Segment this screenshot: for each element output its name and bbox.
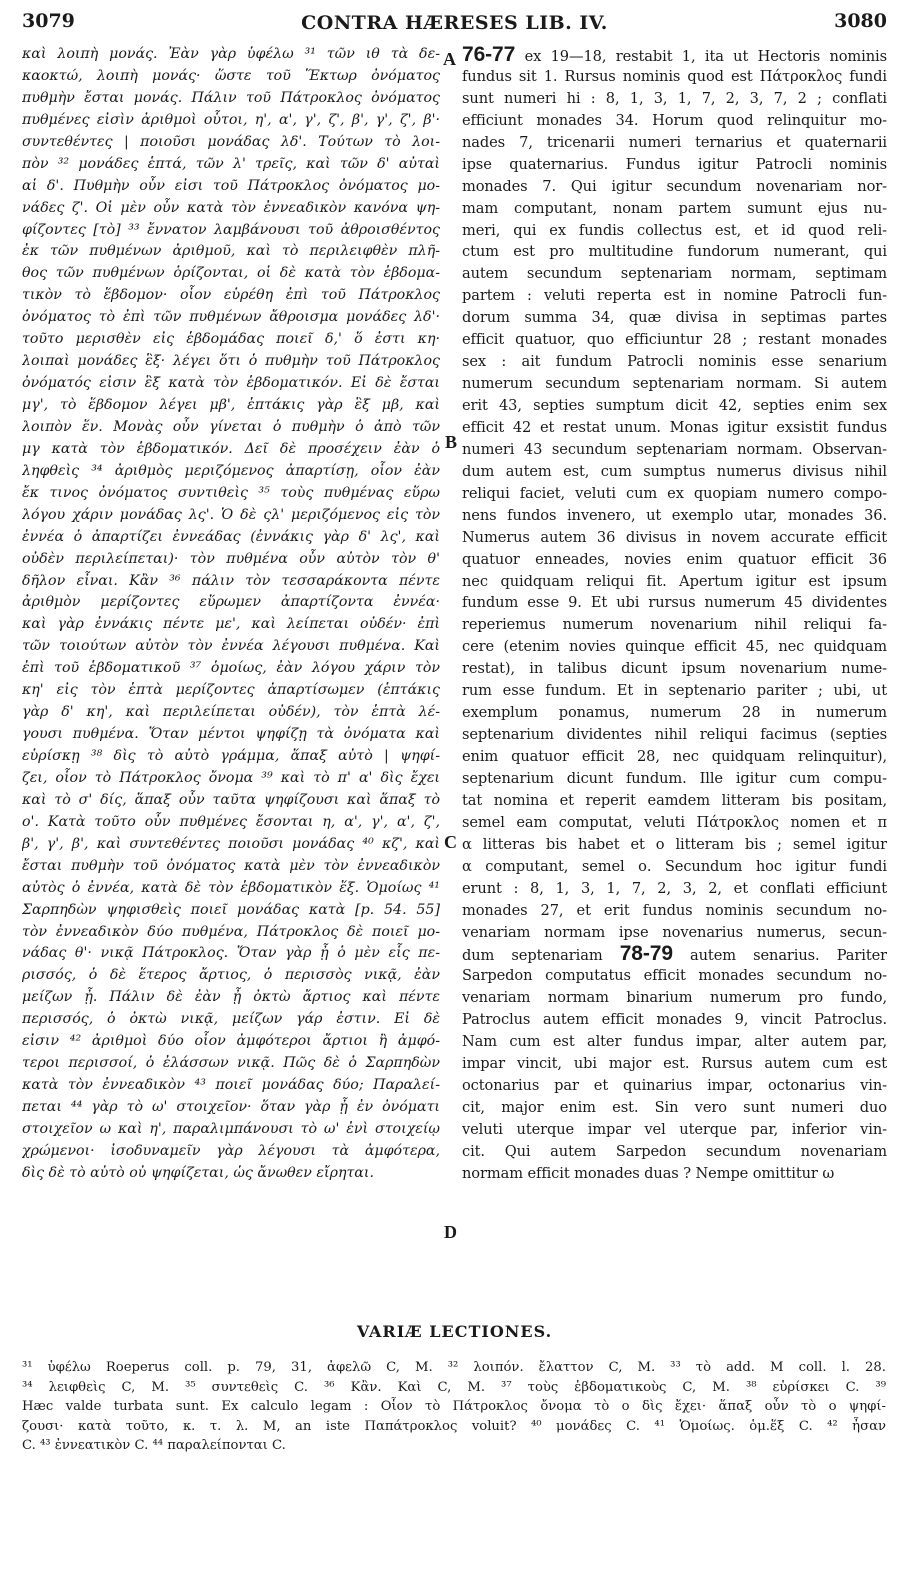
latin-text-column xyxy=(462,44,887,1185)
latin-text-segment: numerum secundum septenariam normam. Si autem xyxy=(462,375,887,393)
latin-text-line xyxy=(462,922,887,944)
latin-text-line xyxy=(462,878,887,900)
greek-text-line: δῆλον εἶναι. Κἂν ³⁶ πάλιν τὸν τεσσαράκοντα πέντε xyxy=(22,572,440,589)
latin-text-segment: reliqui faciet, veluti cum ex quopiam numero compo- xyxy=(462,484,887,502)
latin-text-line xyxy=(462,680,887,702)
latin-text-segment: Patroclus autem efficit monades 9, vincit Patroclus. xyxy=(462,1011,887,1029)
greek-text-line: εὑρίσκῃ ³⁸ δὶς τὸ αὐτὸ γράμμα, ἅπαξ αὐτὸ | ψηφί- xyxy=(22,748,440,764)
latin-text-segment: efficit 42 et restat unum. Monas igitur exsistit fundus xyxy=(462,418,887,436)
latin-text-line xyxy=(462,1097,887,1119)
latin-text-line xyxy=(462,307,887,329)
latin-text-segment: autem secundum septenariam normam, septimam xyxy=(462,265,887,283)
latin-text-line xyxy=(462,373,887,395)
latin-text-line xyxy=(462,263,887,285)
greek-text-line: καὶ γὰρ ἐννάκις πέντε με', καὶ λείπεται οὐδέν· ἐπὶ xyxy=(22,616,440,633)
greek-text-line: εἰσιν ⁴² ἀριθμοὶ δύο οἷον ἀμφότεροι ἄρτιοι ἢ ἀμφό- xyxy=(22,1033,440,1050)
latin-text-segment: enim quatuor efficit 28, nec quidquam relinquitur), xyxy=(462,748,887,765)
greek-text-line: τοῦτο μερισθὲν εἰς ἑβδομάδας ποιεῖ δ,' ὅ ἐστι κη· xyxy=(22,331,440,348)
latin-text-segment: sex : ait fundum Patrocli nominis esse senarium xyxy=(462,353,887,371)
greek-text-line: πὸν ³² μονάδες ἑπτά, τῶν λ' τρεῖς, καὶ τῶν δ' αὐταὶ xyxy=(22,155,440,172)
greek-text-line: γουσι πυθμένα. Ὅταν μέντοι ψηφίζῃ τὰ ὀνόματα καὶ xyxy=(22,726,440,743)
column-marker: 76-77 xyxy=(462,44,516,66)
latin-text-segment: Sarpedon computatus efficit monades secundum no- xyxy=(462,967,887,985)
greek-text-line: ζει, οἷον τὸ Πάτροκλος ὄνομα ³⁹ καὶ τὸ π' α' δὶς ἔχει xyxy=(22,769,440,786)
greek-text-line: λοιπαὶ μονάδες ἓξ· λέγει ὅτι ὁ πυθμὴν τοῦ Πάτροκλος xyxy=(22,353,440,370)
greek-text-line: ἔσται πυθμὴν τοῦ ὀνόματος κατὰ μὲν τὸν ἐννεαδικὸν xyxy=(22,857,440,874)
latin-text-line xyxy=(462,241,887,263)
latin-text-line xyxy=(462,1053,887,1075)
running-header xyxy=(22,10,887,40)
greek-text-line: ὀνόματος τὸ ἐπὶ τῶν πυθμένων ἄθροισμα μονάδες λδ'· xyxy=(22,309,440,326)
latin-text-segment: monades 7. Qui igitur secundum novenariam nor- xyxy=(462,177,887,195)
greek-text-line: στοιχεῖον ω καὶ η', παραλιμπάνουσι τὸ ω' ἐνὶ στοιχείῳ xyxy=(22,1120,440,1137)
latin-text-segment: octonarius par et quinarius impar, octonarius vin- xyxy=(462,1077,887,1095)
latin-text-segment: veluti uterque impar vel uterque par, inferior vin- xyxy=(462,1120,887,1138)
latin-text-line xyxy=(462,176,887,198)
note-line: ζουσι· κατὰ τοῦτο, κ. τ. λ. M, an iste Παπάτροκλος voluit? ⁴⁰ μονάδες C. ⁴¹ Ὁμοίως. ὁμ.ἕξ C. ⁴² ἦσαν xyxy=(22,1418,886,1434)
latin-text-segment: dum septenariam xyxy=(462,947,620,965)
latin-text-line xyxy=(462,527,887,549)
greek-text-line: μγ', τὸ ἕβδομον λέγει μβ', ἑπτάκις γὰρ ἓξ μβ, καὶ xyxy=(22,397,440,413)
latin-text-segment: partem : veluti reperta est in nomine Patrocli fun- xyxy=(462,287,887,305)
note-line: ³⁴ λειφθεὶς C, M. ³⁵ συντεθεὶς C. ³⁶ Κἂν. Καὶ C, M. ³⁷ τοὺς ἑβδοματικοὺς C, M. ³⁸ εὑρίσκει C. ³⁹ xyxy=(22,1379,886,1395)
latin-text-segment: ex 19—18, restabit 1, ita ut Hectoris nominis xyxy=(515,48,887,65)
latin-text-line xyxy=(462,483,887,505)
note-line: C. ⁴³ ἐννεατικὸν C. ⁴⁴ παραλείπονται C. xyxy=(22,1438,286,1453)
latin-text-line xyxy=(462,965,887,987)
latin-text-segment: restat), in talibus dicunt ipsum novenarium nume- xyxy=(462,660,887,678)
latin-text-line xyxy=(462,834,887,856)
greek-text-line: ἐκ τῶν πυθμένων ἀριθμοῦ, καὶ τὸ περιλειφθὲν πλῆ- xyxy=(22,243,440,260)
greek-text-column xyxy=(22,44,440,1185)
latin-text-segment: Nam cum est alter fundus impar, alter autem par, xyxy=(462,1033,887,1051)
latin-text-line xyxy=(462,768,887,790)
latin-text-line xyxy=(462,329,887,351)
greek-text-line: τικὸν τὸ ἕβδομον· οἷον εὑρέθη ἐπὶ τοῦ Πάτροκλος xyxy=(22,287,440,304)
greek-text-line: πεται ⁴⁴ γὰρ τὸ ω' στοιχεῖον· ὅταν γὰρ ᾖ ἐν ὀνόματι xyxy=(22,1099,440,1115)
latin-text-line xyxy=(462,439,887,461)
latin-text-segment: fundum esse 9. Et ubi rursus numerum 45 dividentes xyxy=(462,594,887,612)
greek-text-line: μείζων ᾖ. Πάλιν δὲ ἐὰν ᾖ ὀκτὼ ἄρτιος καὶ πέντε xyxy=(22,989,440,1006)
latin-text-segment: septenarium dicunt fundum. Ille igitur cum compu- xyxy=(462,769,887,787)
variae-lectiones-heading: VARIÆ LECTIONES. xyxy=(356,1322,553,1341)
latin-text-segment: erit 43, septies sumptum dicit 42, septies enim sex xyxy=(462,397,887,414)
latin-text-line xyxy=(462,900,887,922)
latin-text-segment: venariam normam ipse novenarius numerus, secun- xyxy=(462,923,887,941)
latin-text-segment: reperiemus numerum novenarium nihil reliqui fa- xyxy=(462,616,887,634)
latin-text-segment: rum esse fundum. Et in septenario pariter ; ubi, ut xyxy=(462,682,887,700)
greek-text-line: φίζοντες [τὸ] ³³ ἔννατον λαμβάνουσι τοῦ ἀθροισθέντος xyxy=(22,221,440,238)
greek-text-line: οὐδὲν περιλείπεται)· τὸν πυθμένα οὖν αὐτὸν τὸν θ' xyxy=(22,550,440,567)
latin-text-segment: sunt numeri hi : 8, 1, 3, 1, 7, 2, 3, 7, 2 ; conflati xyxy=(462,89,887,107)
greek-text-line: θος τῶν πυθμένων ὁρίζονται, οἱ δὲ κατὰ τὸν ἑβδομα- xyxy=(22,265,440,282)
latin-text-line xyxy=(462,1119,887,1141)
latin-text-line xyxy=(462,351,887,373)
latin-text-line xyxy=(462,154,887,176)
latin-text-line xyxy=(462,724,887,746)
latin-text-line xyxy=(462,746,887,768)
page-title: CONTRA HÆRESES LIB. IV. xyxy=(301,12,608,34)
greek-text-line: ρισσός, ὁ δὲ ἕτερος ἄρτιος, ὁ περισσὸς νικᾷ, ἐὰν xyxy=(22,967,440,984)
latin-text-segment: ctum est pro multitudine fundorum numerant, qui xyxy=(462,243,887,261)
latin-text-segment: nades 7, tricenarii numeri ternarius et quaternarii xyxy=(462,133,887,151)
latin-text-line xyxy=(462,987,887,1009)
greek-text-line: τεροι περισσοί, ὁ ἐλάσσων νικᾷ. Πῶς δὲ ὁ Σαρπηδὼν xyxy=(22,1055,440,1072)
latin-text-segment: Numerus autem 36 divisus in novem accurate efficit xyxy=(462,528,887,546)
latin-text-segment: cit, major enim est. Sin vero sunt numeri duo xyxy=(462,1099,887,1116)
latin-text-line xyxy=(462,856,887,878)
greek-text-line: λόγου χάριν μονάδας λς'. Ὁ δὲ ςλ' μεριζόμενος εἰς τὸν xyxy=(22,506,440,523)
latin-text-line xyxy=(462,1163,887,1185)
latin-text-line xyxy=(462,1141,887,1163)
latin-text-line xyxy=(462,614,887,636)
latin-text-line xyxy=(462,417,887,439)
greek-text-line: καοκτώ, λοιπὴ μονάς· ὥστε τοῦ Ἕκτωρ ὀνόματος xyxy=(22,67,440,84)
latin-text-line xyxy=(462,636,887,658)
latin-text-line xyxy=(462,943,887,965)
latin-text-line xyxy=(462,110,887,132)
latin-text-segment: mam computant, nonam partem sumunt ejus nu- xyxy=(462,199,887,217)
latin-text-segment: venariam normam binarium numerum pro fundo, xyxy=(462,989,887,1007)
latin-text-segment: α computant, semel ο. Secundum hoc igitur fundi xyxy=(462,857,887,875)
latin-text-segment: erunt : 8, 1, 3, 1, 7, 2, 3, 2, et conflati efficiunt xyxy=(462,879,887,897)
latin-text-segment: dum autem est, cum sumptus numerus divisus nihil xyxy=(462,462,887,480)
latin-text-line xyxy=(462,66,887,88)
greek-text-line: αὐτὸς ὁ ἐννέα, κατὰ δὲ τὸν ἑβδοματικὸν ἕξ. Ὁμοίως ⁴¹ xyxy=(22,879,440,896)
latin-text-segment: efficiunt monades 34. Horum quod relinquitur mo- xyxy=(462,111,887,129)
greek-text-line: ἔκ τινος ὀνόματος συντιθεὶς ³⁵ τοὺς πυθμένας εὕρω xyxy=(22,484,440,501)
latin-text-line xyxy=(462,88,887,110)
latin-text-line xyxy=(462,812,887,834)
margin-letter-b: B xyxy=(445,432,458,452)
greek-text-line: αἱ δ'. Πυθμὴν οὖν εἰσι τοῦ Πάτροκλος ὀνόματος μο- xyxy=(22,177,440,194)
variant-readings-notes xyxy=(22,1358,886,1456)
greek-text-line: τῶν τοιούτων αὐτὸν τὸν ἐννέα λέγουσι πυθμένα. Καὶ xyxy=(22,638,440,655)
latin-text-segment: cit. Qui autem Sarpedon secundum novenariam xyxy=(462,1142,887,1160)
latin-text-line xyxy=(462,198,887,220)
greek-text-line: λοιπὸν ἕν. Μονὰς οὖν γίνεται ὁ πυθμὴν ὁ ἀπὸ τῶν xyxy=(22,418,440,435)
latin-text-line xyxy=(462,658,887,680)
greek-text-line: Σαρπηδὼν ψηφισθεὶς ποιεῖ μονάδας κατὰ [p. 54. 55] xyxy=(22,901,440,918)
latin-text-segment: nec quidquam reliqui fit. Apertum igitur est ipsum xyxy=(462,572,887,590)
latin-text-segment: nens fundos invenero, ut exemplo utar, monades 36. xyxy=(462,506,887,524)
latin-text-segment: α litteras bis habet et ο litteram bis ; semel igitur xyxy=(462,835,887,853)
margin-letter-c: C xyxy=(444,832,457,852)
latin-text-segment: septenarium dividentes nihil reliqui facimus (septies xyxy=(462,726,887,744)
greek-text-line: δὶς δὲ τὸ αὐτὸ οὐ ψηφίζεται, ὡς ἄνωθεν εἴρηται. xyxy=(22,1164,374,1181)
latin-text-line xyxy=(462,1031,887,1053)
latin-text-segment: efficit quatuor, quo efficiuntur 28 ; restant monades xyxy=(462,331,887,349)
latin-text-segment: monades 27, et erit fundus nominis secundum no- xyxy=(462,901,887,919)
greek-text-line: τὸν ἐννεαδικὸν δύο πυθμένα, Πάτροκλος δὲ ποιεῖ μο- xyxy=(22,923,440,940)
latin-text-line xyxy=(462,1009,887,1031)
greek-text-line: συντεθέντες | ποιοῦσι μονάδας λδ'. Τούτων τὸ λοι- xyxy=(22,133,440,150)
greek-text-line: ληφθεὶς ³⁴ ἀριθμὸς μεριζόμενος ἀπαρτίσῃ, οἷον ἐὰν xyxy=(22,462,440,479)
greek-text-line: χρώμενοι· ἰσοδυναμεῖν γὰρ λέγουσι τὰ ἀμφότερα, xyxy=(22,1142,440,1159)
latin-text-line xyxy=(462,592,887,614)
margin-letter-a: A xyxy=(443,49,456,69)
latin-text-segment: meri, qui ex fundis collectus est, et id quod reli- xyxy=(462,221,887,239)
latin-text-segment: semel eam computat, veluti Πάτροκλος nomen et π xyxy=(462,813,887,831)
latin-text-line xyxy=(462,1075,887,1097)
note-line: Hæc valde turbata sunt. Ex calculo legam : Οἷον τὸ Πάτροκλος ὄνομα τὸ ο δὶς ἔχει· ἅπαξ οὖν τὸ ο ψηφί- xyxy=(22,1399,886,1414)
greek-text-line: ο'. Κατὰ τοῦτο οὖν πυθμένες ἔσονται η, α', γ', α', ζ', xyxy=(22,813,440,830)
latin-text-line xyxy=(462,702,887,724)
latin-text-segment: normam efficit monades duas ? Nempe omittitur ω xyxy=(462,1164,835,1182)
latin-text-segment: exemplum ponamus, numerum 28 in numerum xyxy=(462,704,887,722)
column-marker: 78-79 xyxy=(619,943,673,966)
greek-text-line: μγ κατὰ τὸν ἑβδοματικόν. Δεῖ δὲ προσέχειν ἐὰν ὁ xyxy=(22,440,440,457)
margin-letter-d: D xyxy=(444,1222,457,1242)
latin-text-line xyxy=(462,571,887,593)
greek-text-line: β', γ', β', καὶ συντεθέντες ποιοῦσι μονάδας ⁴⁰ κζ', καὶ xyxy=(22,835,440,852)
latin-text-segment: autem senarius. Pariter xyxy=(672,947,887,965)
column-number-right: 3080 xyxy=(834,10,887,32)
greek-text-line: περισσός, ὁ ὀκτὼ νικᾷ, μείζων γάρ ἐστιν. Εἰ δὲ xyxy=(22,1011,440,1028)
greek-text-line: νάδας θ'· νικᾷ Πάτροκλος. Ὅταν γὰρ ᾖ ὁ μὲν εἷς πε- xyxy=(22,945,440,962)
latin-text-line xyxy=(462,461,887,483)
note-line: ³¹ ὑφέλω Roeperus coll. p. 79, 31, ἀφελῶ C, M. ³² λοιπόν. ἔλαττον C, M. ³³ τὸ add. M coll. l. 28. xyxy=(22,1360,886,1375)
latin-text-line xyxy=(462,44,887,66)
greek-text-line: πυθμὴν ἔσται μονάς. Πάλιν τοῦ Πάτροκλος ὀνόματος xyxy=(22,89,440,106)
latin-text-segment: tat nomina et reperit eamdem litteram bis positam, xyxy=(462,791,887,809)
greek-text-line: νάδες ζ'. Οἱ μὲν οὖν κατὰ τὸν ἐννεαδικὸν κανόνα ψη- xyxy=(22,199,440,216)
latin-text-segment: fundus sit 1. Rursus nominis quod est Πάτροκλος fundi xyxy=(462,67,887,85)
greek-text-line: κη' εἰς τὸν ἑπτὰ μερίζοντες ἀπαρτίσωμεν (ἑπτάκις xyxy=(22,682,440,699)
latin-text-segment: cere (etenim novies quinque efficit 45, nec quidquam xyxy=(462,638,887,656)
greek-text-line: ἐννέα ὁ ἀπαρτίζει ἐννεάδας (ἐννάκις γὰρ δ' λς', καὶ xyxy=(22,528,440,545)
latin-text-line xyxy=(462,790,887,812)
latin-text-segment: numeri 43 secundum septenariam normam. Observan- xyxy=(462,440,887,458)
latin-text-line xyxy=(462,549,887,571)
greek-text-line: καὶ τὸ σ' δίς, ἅπαξ οὖν ταῦτα ψηφίζουσι καὶ ἅπαξ τὸ xyxy=(22,791,440,808)
latin-text-line xyxy=(462,132,887,154)
latin-text-segment: dorum summa 34, quæ divisa in septimas partes xyxy=(462,309,887,327)
greek-text-line: καὶ λοιπὴ μονάς. Ἐὰν γὰρ ὑφέλω ³¹ τῶν ιθ τὰ δε- xyxy=(22,46,440,62)
latin-text-line xyxy=(462,505,887,527)
latin-text-segment: ipse quaternarius. Fundus igitur Patrocli nominis xyxy=(462,155,887,173)
latin-text-line xyxy=(462,285,887,307)
column-number-left: 3079 xyxy=(22,10,75,32)
greek-text-line: κατὰ τὸν ἐννεαδικὸν ⁴³ ποιεῖ μονάδας δύο; Παραλεί- xyxy=(22,1077,440,1094)
greek-text-line: πυθμένες εἰσὶν ἀριθμοὶ οὗτοι, η', α', γ', ζ', β', γ', ζ', β'· xyxy=(22,111,440,128)
greek-text-line: γὰρ δ' κη', καὶ περιλείπεται οὐδέν), τὸν ἑπτὰ λέ- xyxy=(22,704,440,721)
latin-text-line xyxy=(462,220,887,242)
latin-text-line xyxy=(462,395,887,417)
latin-text-segment: impar vincit, ubi major est. Rursus autem cum est xyxy=(462,1055,887,1073)
greek-text-line: ἐπὶ τοῦ ἑβδοματικοῦ ³⁷ ὁμοίως, ἐὰν λόγου χάριν τὸν xyxy=(22,660,440,677)
greek-text-line: ἀριθμὸν μερίζοντες εὕρωμεν ἀπαρτίζοντα ἐννέα· xyxy=(22,594,440,611)
latin-text-segment: quatuor enneades, novies enim quatuor efficit 36 xyxy=(462,550,887,568)
greek-text-line: ὀνόματός εἰσιν ἓξ κατὰ τὸν ἑβδοματικόν. Εἰ δὲ ἔσται xyxy=(22,375,440,392)
